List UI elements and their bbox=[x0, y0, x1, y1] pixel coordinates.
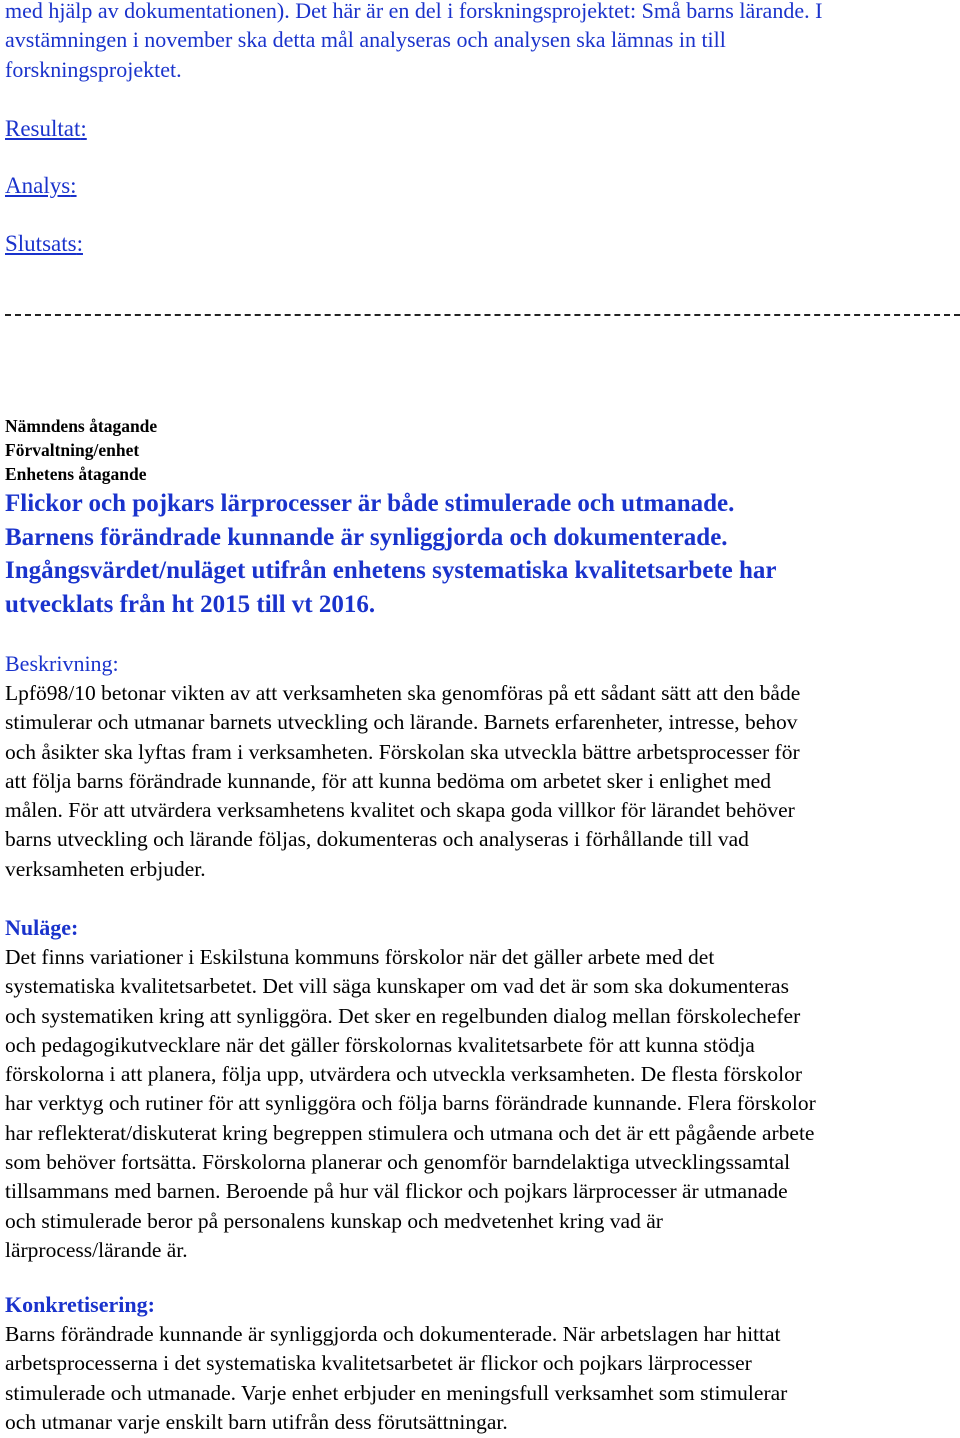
resultat-link[interactable] bbox=[5, 114, 87, 144]
text-line: systematiska kvalitetsarbetet. Det vill säga kunskaper om vad det är som ska dokumenteras bbox=[5, 974, 789, 999]
intro-line: med hjälp av dokumentationen). Det här är en del i forskningsprojektet: Små barns lärande. I bbox=[5, 0, 823, 23]
text-line: och stimulerade beror på personalens kunskap och medvetenhet kring vad är bbox=[5, 1208, 663, 1233]
forvaltning-enhet-heading: Förvaltning/enhet bbox=[5, 440, 140, 460]
goal-line: Barnens förändrade kunnande är synliggjorda och dokumenterade. bbox=[5, 523, 728, 551]
nulage-text bbox=[5, 943, 960, 1265]
nulage-label: Nuläge: bbox=[5, 915, 79, 940]
namndens-atagande-heading: Nämndens åtagande bbox=[5, 416, 158, 436]
text-line: som behöver fortsätta. Förskolorna planerar och genomför barndelaktiga utvecklingssamtal bbox=[5, 1150, 791, 1175]
text-line: verksamheten erbjuder. bbox=[5, 856, 206, 881]
analys-link-label[interactable]: Analys bbox=[5, 173, 71, 198]
resultat-link-colon: : bbox=[80, 116, 87, 141]
text-line: och pedagogikutvecklare när det gäller förskolornas kvalitetsarbete för att kunna stödja bbox=[5, 1032, 755, 1057]
text-line: har verktyg och rutiner för att synliggöra och följa barns förändrade kunnande. Flera förskolor bbox=[5, 1091, 816, 1116]
goal-line: utvecklats från ht 2015 till vt 2016. bbox=[5, 590, 376, 618]
dashed-separator bbox=[5, 314, 960, 316]
enhetens-atagande-heading: Enhetens åtagande bbox=[5, 464, 147, 484]
konkretisering-label: Konkretisering: bbox=[5, 1292, 155, 1317]
text-line: att följa barns förändrade kunnande, för att kunna bedöma om arbetet sker i enlighet med bbox=[5, 768, 771, 793]
slutsats-link-label[interactable]: Slutsats bbox=[5, 231, 77, 256]
text-line: målen. För att utvärdera verksamhetens kvalitet och skapa goda villkor för lärandet behöver bbox=[5, 798, 795, 823]
text-line: och utmanar varje enskilt barn utifrån dess förutsättningar. bbox=[5, 1409, 508, 1434]
text-line: stimulerade och utmanade. Varje enhet erbjuder en meningsfull verksamhet som stimulerar bbox=[5, 1380, 788, 1405]
text-line: och systematiken kring att synliggöra. Det sker en regelbunden dialog mellan förskolechefer bbox=[5, 1003, 801, 1028]
resultat-link-label[interactable]: Resultat bbox=[5, 116, 81, 141]
slutsats-link[interactable] bbox=[5, 229, 83, 259]
beskrivning-label: Beskrivning: bbox=[5, 651, 119, 676]
beskrivning-text bbox=[5, 679, 960, 884]
analys-link-colon: : bbox=[70, 173, 77, 198]
text-line: lärprocess/lärande är. bbox=[5, 1237, 188, 1262]
konkretisering-text bbox=[5, 1320, 960, 1437]
intro-line: forskningsprojektet. bbox=[5, 56, 182, 82]
goal-statement bbox=[5, 487, 957, 621]
text-line: Lpfö98/10 betonar vikten av att verksamheten ska genomföras på ett sådant sätt att den både bbox=[5, 681, 801, 705]
text-line: tillsammans med barnen. Beroende på hur väl flickor och pojkars lärprocesser är utmanade bbox=[5, 1179, 788, 1204]
analys-link[interactable] bbox=[5, 171, 77, 201]
text-line: barns utveckling och lärande följas, dokumenteras och analyseras i förhållande till vad bbox=[5, 827, 749, 852]
text-line: och åsikter ska lyftas fram i verksamheten. Förskolan ska utveckla bättre arbetsprocesser för bbox=[5, 739, 800, 764]
slutsats-link-colon: : bbox=[76, 231, 83, 256]
goal-line: Flickor och pojkars lärprocesser är både stimulerade och utmanade. bbox=[5, 490, 735, 517]
text-line: förskolorna i att planera, följa upp, utvärdera och utveckla verksamheten. De flesta förskolor bbox=[5, 1062, 802, 1087]
text-line: Barns förändrade kunnande är synliggjorda och dokumenterade. När arbetslagen har hittat bbox=[5, 1322, 781, 1346]
text-line: arbetsprocesserna i det systematiska kvalitetsarbetet är flickor och pojkars lärprocesser bbox=[5, 1351, 752, 1376]
intro-paragraph bbox=[5, 0, 957, 84]
text-line: stimulerar och utmanar barnets utveckling och lärande. Barnets erfarenheter, intresse, behov bbox=[5, 710, 798, 735]
intro-line: avstämningen i november ska detta mål analyseras och analysen ska lämnas in till bbox=[5, 27, 726, 53]
text-line: har reflekterat/diskuterat kring begreppen stimulera och utmana och det är ett pågående arbete bbox=[5, 1120, 815, 1145]
goal-line: Ingångsvärdet/nuläget utifrån enhetens systematiska kvalitetsarbete har bbox=[5, 557, 777, 584]
text-line: Det finns variationer i Eskilstuna kommuns förskolor när det gäller arbete med det bbox=[5, 945, 715, 969]
